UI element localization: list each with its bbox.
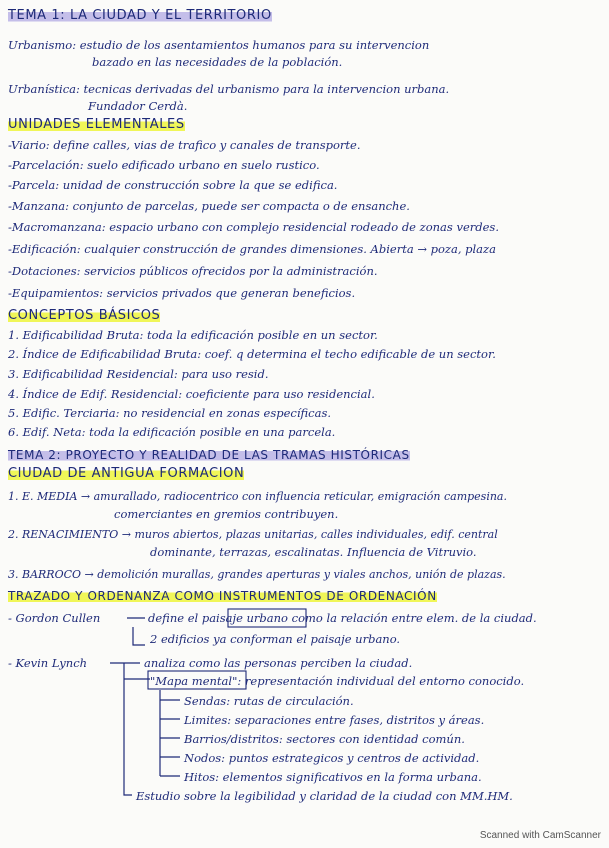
line-fundador: Fundador Cerdà. (88, 99, 188, 113)
line-kevin-lynch: - Kevin Lynch (8, 656, 88, 670)
line-urbanismo-cont: bazado en las necesidades de la población. (92, 55, 343, 69)
line-concepto-6: 6. Edif. Neta: toda la edificación posible en una parcela. (8, 425, 336, 439)
trazado-heading: TRAZADO Y ORDENANZA COMO INSTRUMENTOS DE ORDENACIÓN (8, 589, 437, 603)
line-renacimiento: 2. RENACIMIENTO → muros abiertos, plazas unitarias, calles individuales, edif. central (8, 528, 498, 541)
line-urbanistica: Urbanística: tecnicas derivadas del urbanismo para la intervencion urbana. (8, 82, 450, 96)
line-sendas: Sendas: rutas de circulación. (184, 694, 354, 708)
line-edad-media-cont: comerciantes en gremios contribuyen. (114, 507, 339, 521)
ciudad-heading: CIUDAD DE ANTIGUA FORMACION (8, 466, 245, 481)
conceptos-heading: CONCEPTOS BÁSICOS (8, 308, 161, 323)
line-concepto-5: 5. Edific. Terciaria: no residencial en zonas específicas. (8, 406, 332, 420)
line-lynch-analiza: analiza como las personas perciben la ciudad. (144, 656, 413, 670)
line-mapa-mental: "Mapa mental": representación individual del entorno conocido. (150, 674, 525, 688)
line-edificacion: -Edificación: cualquier construcción de grandes dimensiones. Abierta → poza, plaza (8, 242, 496, 256)
line-barrios: Barrios/distritos: sectores con identidad común. (184, 732, 465, 746)
line-edad-media: 1. E. MEDIA → amurallado, radiocentrico con influencia reticular, emigración campesina. (8, 490, 507, 503)
line-manzana: -Manzana: conjunto de parcelas, puede ser compacta o de ensanche. (8, 199, 410, 213)
line-concepto-2: 2. Índice de Edificabilidad Bruta: coef. q determina el techo edificable de un sector. (8, 347, 496, 361)
line-barroco: 3. BARROCO → demolición murallas, grandes aperturas y viales anchos, unión de plazas. (8, 568, 506, 581)
line-parcela: -Parcela: unidad de construcción sobre la que se edifica. (8, 178, 338, 192)
scanner-watermark: Scanned with CamScanner (479, 830, 601, 841)
line-urbanismo: Urbanismo: estudio de los asentamientos humanos para su intervencion (8, 38, 430, 52)
tema2-title: TEMA 2: PROYECTO Y REALIDAD DE LAS TRAMAS HISTÓRICAS (8, 448, 410, 462)
line-cullen-edificios: 2 edificios ya conforman el paisaje urbano. (150, 632, 401, 646)
line-gordon-cullen: - Gordon Cullen (8, 611, 101, 625)
lynch-main-bracket-line (124, 663, 132, 795)
line-concepto-3: 3. Edificabilidad Residencial: para uso resid. (8, 367, 269, 381)
line-dotaciones: -Dotaciones: servicios públicos ofrecidos por la administración. (8, 264, 378, 278)
line-nodos: Nodos: puntos estrategicos y centros de actividad. (184, 751, 480, 765)
line-hitos: Hitos: elementos significativos en la forma urbana. (184, 770, 482, 784)
line-renacimiento-cont: dominante, terrazas, escalinatas. Influencia de Vitruvio. (150, 545, 477, 559)
line-concepto-1: 1. Edificabilidad Bruta: toda la edificación posible en un sector. (8, 328, 378, 342)
line-estudio: Estudio sobre la legibilidad y claridad de la ciudad con MM.HM. (136, 789, 513, 803)
line-equipamientos: -Equipamientos: servicios privados que generan beneficios. (8, 286, 356, 300)
unidades-heading: UNIDADES ELEMENTALES (8, 117, 185, 132)
line-cullen-def: define el paisaje urbano como la relación entre elem. de la ciudad. (148, 611, 537, 625)
line-limites: Limites: separaciones entre fases, distritos y áreas. (184, 713, 485, 727)
line-macromanzana: -Macromanzana: espacio urbano con complejo residencial rodeado de zonas verdes. (8, 220, 499, 234)
line-viario: -Viario: define calles, vias de trafico y canales de transporte. (8, 138, 361, 152)
line-concepto-4: 4. Índice de Edif. Residencial: coeficiente para uso residencial. (8, 387, 375, 401)
tema1-title: TEMA 1: LA CIUDAD Y EL TERRITORIO (8, 8, 272, 23)
line-parcelacion: -Parcelación: suelo edificado urbano en suelo rustico. (8, 158, 320, 172)
cullen-bracket-line (133, 627, 145, 645)
